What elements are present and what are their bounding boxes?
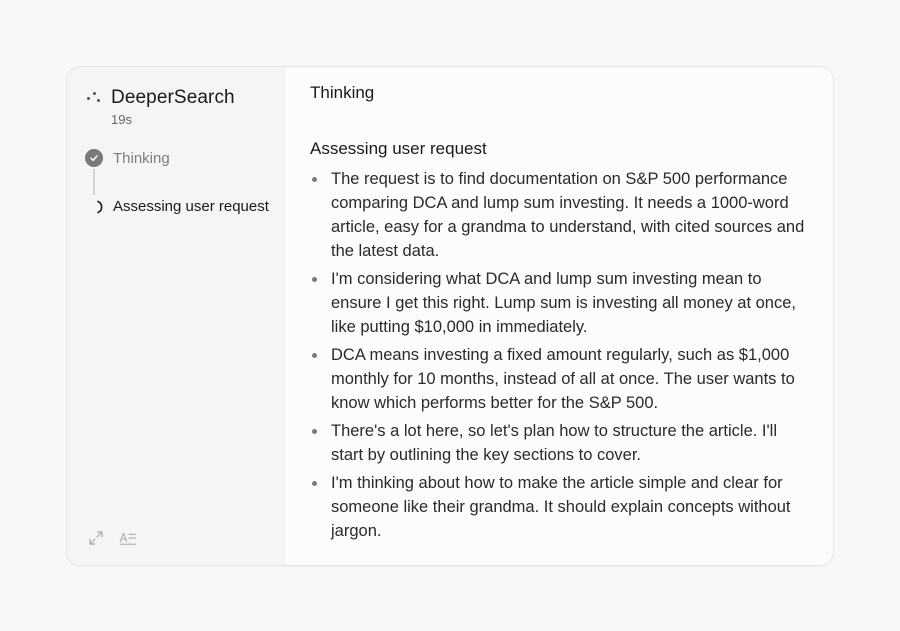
list-item: I'm thinking about how to make the article simple and clear for someone like their grandma. It should explain concepts without jargon. xyxy=(310,471,810,543)
step-assessing-user-request[interactable] xyxy=(95,198,269,215)
step-thinking[interactable] xyxy=(85,149,170,167)
step-connector xyxy=(93,169,95,195)
step-assessing-label: Assessing user request xyxy=(113,198,269,215)
scatter-dots-icon xyxy=(87,90,103,106)
elapsed-time: 19s xyxy=(111,112,132,127)
brand xyxy=(87,87,235,109)
thinking-content xyxy=(286,67,833,565)
list-item: The request is to find documentation on S&P 500 performance comparing DCA and lump sum investing. It needs a 1000-word article, easy for a grandma to understand, with cited sources and the latest data. xyxy=(310,167,810,263)
list-item: DCA means investing a fixed amount regularly, such as $1,000 monthly for 10 months, instead of all at once. The user wants to know which performs better for the S&P 500. xyxy=(310,343,810,415)
list-item: There's a lot here, so let's plan how to structure the article. I'll start by outlining the key sections to cover. xyxy=(310,419,810,467)
text-format-icon[interactable] xyxy=(119,529,137,547)
sidebar-toolbar xyxy=(87,529,151,547)
check-circle-icon xyxy=(85,149,103,167)
brand-title: DeeperSearch xyxy=(111,87,235,108)
thought-list xyxy=(310,167,810,547)
spinner-icon xyxy=(95,200,107,214)
deepersearch-panel xyxy=(66,66,834,566)
list-item: I'm considering what DCA and lump sum investing mean to ensure I get this right. Lump sum is investing all money at once, like putting $10,000 in immediately. xyxy=(310,267,810,339)
section-heading: Assessing user request xyxy=(310,139,487,158)
expand-arrows-icon[interactable] xyxy=(87,529,105,547)
sidebar xyxy=(67,67,286,565)
step-thinking-label: Thinking xyxy=(113,149,170,167)
main-title: Thinking xyxy=(310,83,375,102)
